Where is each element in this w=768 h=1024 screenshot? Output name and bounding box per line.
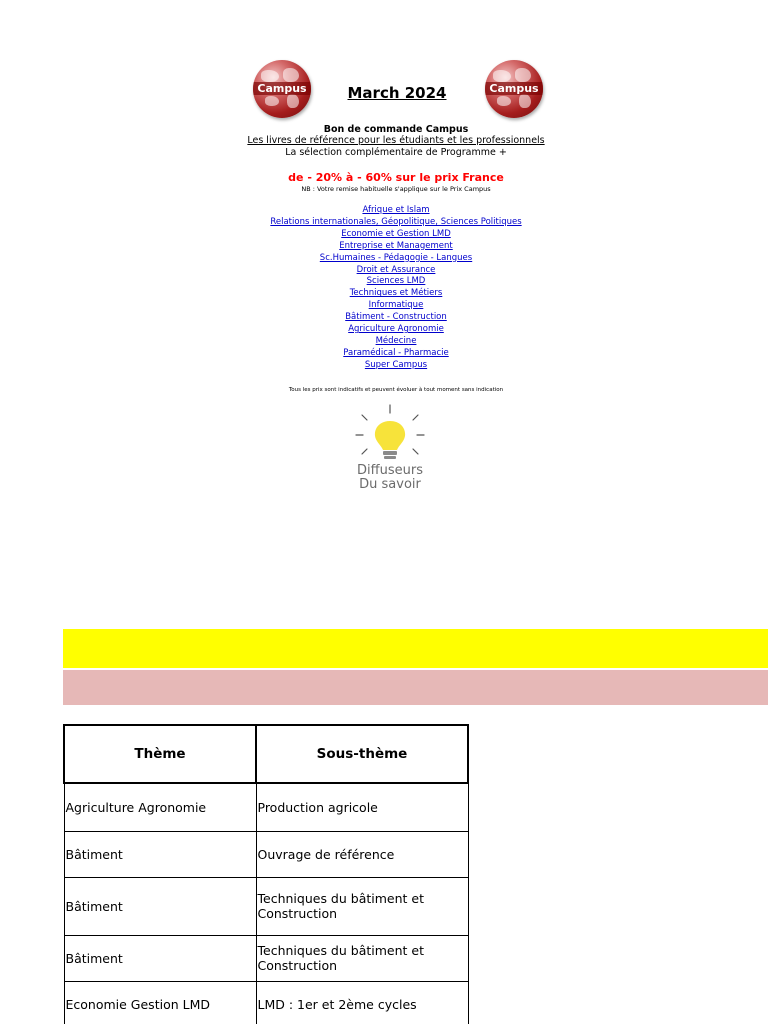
- campus-logo-right: [485, 60, 543, 118]
- theme-cell: Economie Gestion LMD: [64, 981, 256, 1024]
- category-link-economie-gestion[interactable]: Economie et Gestion LMD: [341, 228, 451, 239]
- table-row: [64, 877, 468, 935]
- table-row: [64, 981, 468, 1024]
- category-link-afrique-islam[interactable]: Afrique et Islam: [362, 205, 430, 215]
- theme-table: [63, 724, 469, 1024]
- sous-theme-cell: Techniques du bâtiment et Construction: [256, 935, 468, 981]
- sous-theme-cell: Techniques du bâtiment et Construction: [256, 877, 468, 935]
- price-disclaimer: Tous les prix sont indicatifs et peuvent évoluer à tout moment sans indication: [288, 387, 504, 393]
- brand-line-2: Du savoir: [359, 477, 421, 492]
- column-header-theme: Thème: [64, 725, 256, 783]
- theme-cell: Bâtiment: [64, 877, 256, 935]
- category-link-paramedical-pharmacie[interactable]: Paramédical - Pharmacie: [343, 347, 449, 358]
- category-link-agriculture-agronomie[interactable]: Agriculture Agronomie: [348, 324, 444, 335]
- category-link-sciences-lmd[interactable]: Sciences LMD: [366, 276, 426, 287]
- category-link-relations-internationales[interactable]: Relations internationales, Géopolitique, Sciences Politiques: [270, 216, 522, 227]
- yellow-band: [63, 629, 768, 668]
- sous-theme-cell: Production agricole: [256, 783, 468, 831]
- campus-logo-left: [253, 60, 311, 118]
- category-link-super-campus[interactable]: Super Campus: [364, 359, 428, 370]
- table-row: [64, 783, 468, 831]
- campus-logo-text: Campus: [253, 82, 311, 95]
- table-row: [64, 831, 468, 877]
- theme-cell: Agriculture Agronomie: [64, 783, 256, 831]
- table-header-row: [64, 725, 468, 783]
- discount-note: NB : Votre remise habituelle s'applique sur le Prix Campus: [301, 185, 491, 193]
- brand-name: [330, 464, 450, 492]
- brand-line-1: Diffuseurs: [357, 463, 423, 478]
- discount-banner: de - 20% à - 60% sur le prix France: [288, 171, 504, 184]
- pink-band: [63, 670, 768, 705]
- theme-cell: Bâtiment: [64, 935, 256, 981]
- category-link-informatique[interactable]: Informatique: [368, 300, 424, 311]
- category-link-techniques-metiers[interactable]: Techniques et Métiers: [349, 288, 443, 299]
- table-row: [64, 935, 468, 981]
- campus-logo-text: Campus: [485, 82, 543, 95]
- lightbulb-icon: [352, 403, 428, 463]
- category-link-entreprise-management[interactable]: Entreprise et Management: [339, 240, 453, 251]
- theme-cell: Bâtiment: [64, 831, 256, 877]
- sous-theme-cell: Ouvrage de référence: [256, 831, 468, 877]
- category-link-sciences-humaines[interactable]: Sc.Humaines - Pédagogie - Langues: [319, 252, 473, 263]
- category-link-droit-assurance[interactable]: Droit et Assurance: [356, 264, 436, 275]
- order-form-title: Bon de commande Campus: [323, 124, 469, 135]
- month-title: March 2024: [347, 84, 447, 102]
- reference-books-subtitle: Les livres de référence pour les étudiants et les professionnels: [247, 135, 545, 146]
- category-links: [160, 205, 632, 372]
- selection-subtitle: La sélection complémentaire de Programme +: [285, 147, 507, 158]
- column-header-sous-theme: Sous-thème: [256, 725, 468, 783]
- category-link-medecine[interactable]: Médecine: [375, 335, 417, 346]
- category-link-batiment-construction[interactable]: Bâtiment - Construction: [345, 312, 447, 323]
- sous-theme-cell: LMD : 1er et 2ème cycles: [256, 981, 468, 1024]
